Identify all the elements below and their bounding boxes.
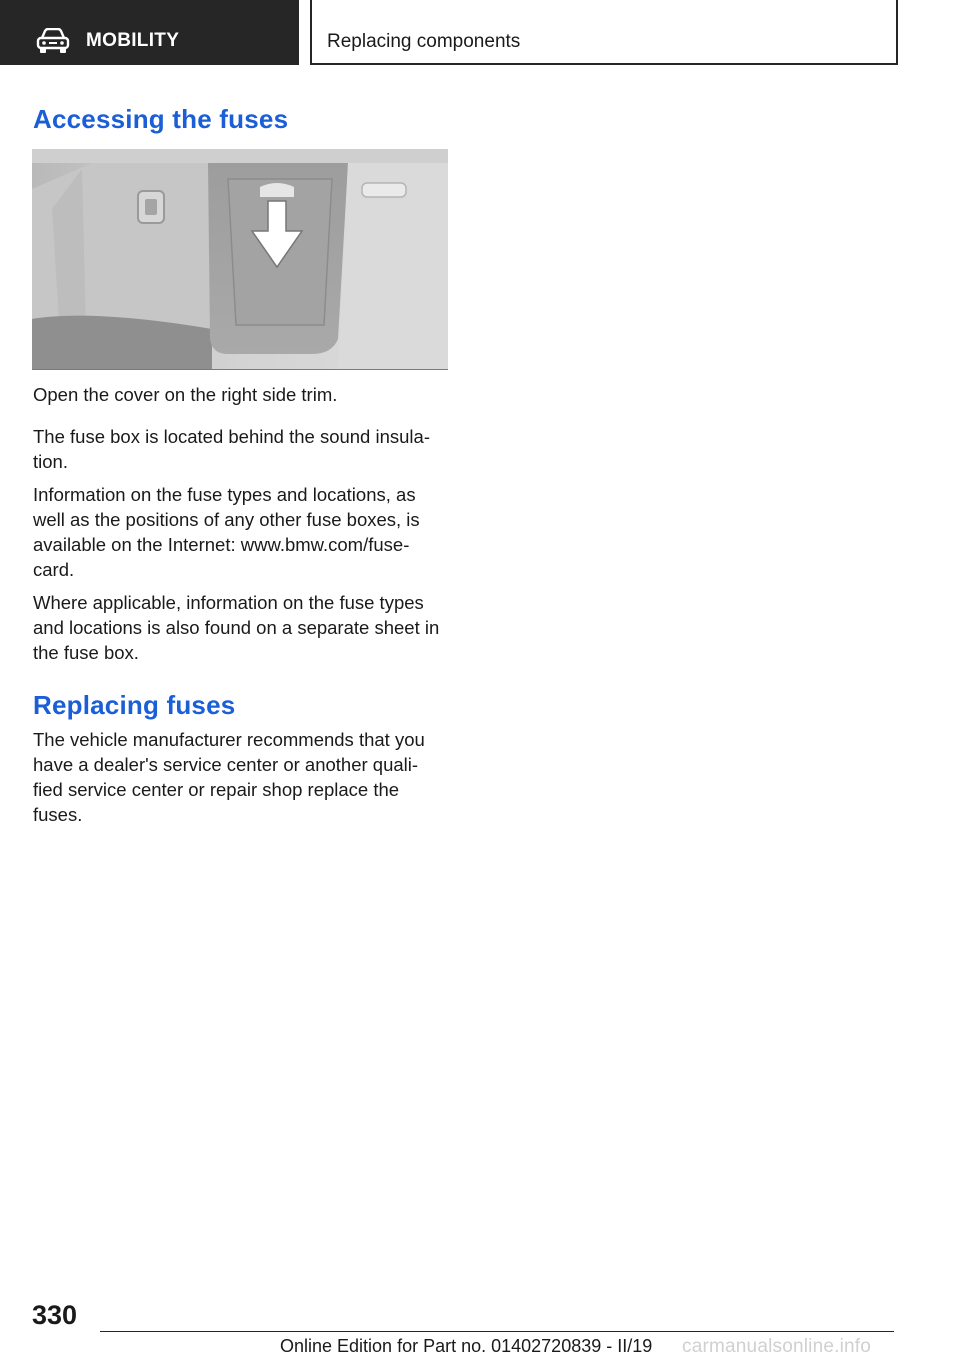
trunk-side-trim-photo <box>32 149 448 370</box>
heading-accessing-fuses: Accessing the fuses <box>33 104 289 134</box>
paragraph: Open the cover on the right side trim. <box>33 384 338 405</box>
heading-replacing-fuses: Replacing fuses <box>33 690 236 720</box>
paragraph: Information on the fuse types and locations, as well as the positions of any other fuse boxes, is available on the Internet: www.bmw.com/fuse- card. <box>33 484 420 580</box>
paragraph: Where applicable, information on the fuse types and locations is also found on a separate sheet in the fuse box. <box>33 592 440 663</box>
paragraph: The vehicle manufacturer recommends that you have a dealer's service center or another quali- fied service center or repair shop replace the fuses. <box>33 729 425 825</box>
footer-divider <box>100 1331 894 1332</box>
page-number: 330 <box>32 1300 78 1330</box>
section-tab <box>0 0 299 65</box>
section-label: MOBILITY <box>86 30 180 51</box>
chapter-title: Replacing components <box>327 31 521 52</box>
watermark: carmanualsonline.info <box>682 1336 872 1357</box>
chapter-header <box>310 0 898 65</box>
car-icon <box>36 28 70 54</box>
edition-note: Online Edition for Part no. 01402720839 - II/19 <box>280 1336 653 1356</box>
paragraph: The fuse box is located behind the sound insula- tion. <box>33 426 430 472</box>
